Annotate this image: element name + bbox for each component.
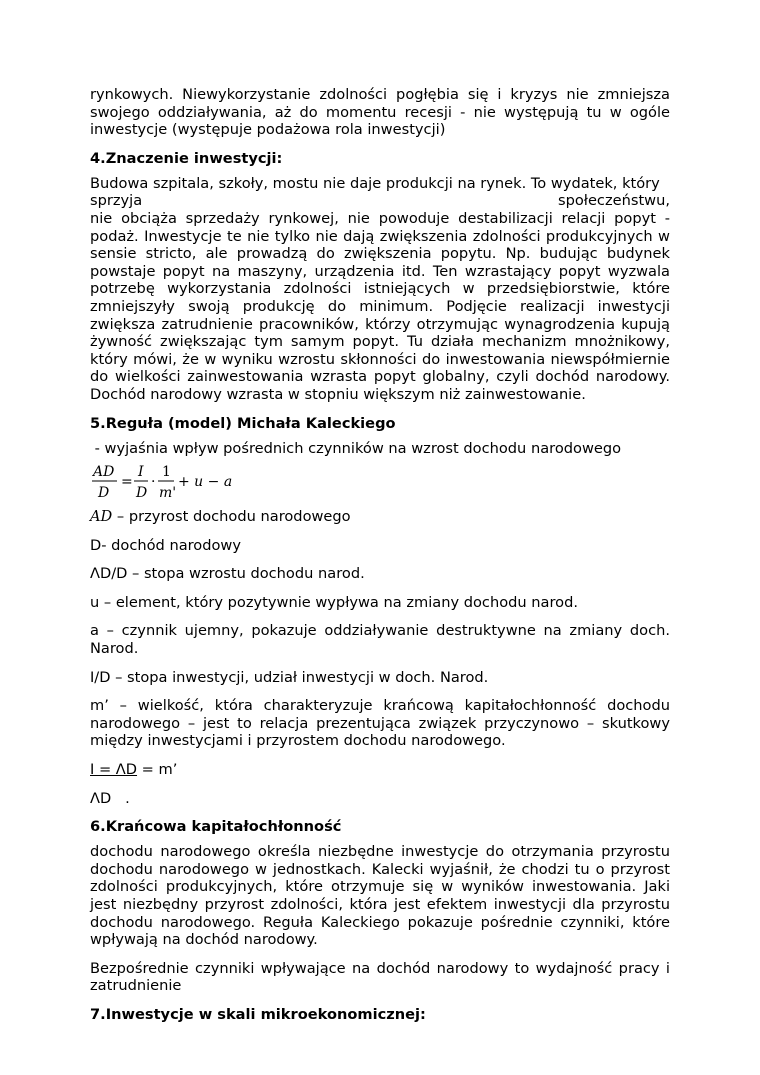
ad-symbol: AD: [90, 508, 113, 526]
equation-rhs: = m’: [137, 761, 178, 779]
formula-svg: [90, 460, 250, 502]
equation-lhs: I = ΛD: [90, 761, 138, 779]
section-4-line1: Budowa szpitala, szkoły, mostu nie daje produkcji na rynek. To wydatek, który: [90, 174, 660, 192]
formula-eq: =: [121, 474, 133, 491]
m-definition: m’ – wielkość, która charakteryzuje krańcową kapitałochłonność dochodu narodowego – jest to relacja prezentująca związek przyczynowo – skutkowy między inwestycjami i przyrostem dochodu narodowego.: [90, 697, 670, 750]
equation-line: [90, 761, 670, 779]
document-page: [90, 86, 670, 1031]
section-5-subtitle: - wyjaśnia wpływ pośrednich czynników na wzrost dochodu narodowego: [90, 439, 622, 457]
formula-dot: ·: [151, 474, 156, 491]
kalecki-formula: [90, 460, 670, 502]
section-5-heading: 5.Reguła (model) Michała Kaleckiego: [90, 414, 396, 432]
formula-num1: AD: [93, 464, 115, 481]
section-7-heading: 7.Inwestycje w skali mikroekonomicznej:: [90, 1005, 426, 1023]
section-4-line2-left: sprzyja: [90, 192, 143, 210]
a-definition: a – czynnik ujemny, pokazuje oddziaływanie destruktywne na zmiany doch. Narod.: [90, 622, 670, 658]
section-6-heading: 6.Krańcowa kapitałochłonność: [90, 818, 342, 836]
section-4-body: nie obciąża sprzedaży rynkowej, nie powoduje destabilizacji relacji popyt - podaż. Inwestycje te nie tylko nie dają zwiększenia zdolności produkcyjnych w sensie stricto, ale prowadzą do zwiększenia popytu. Np. budując budynek powstaje popyt na maszyny, urządzenia itd. Ten wzrastający popyt wyzwala potrzebę wykorzystania zdolności istniejących w przedsiębiorstwie, które zmniejszyły swoją produkcję do minimum. Podjęcie realizacji inwestycji zwiększa zatrudnienie pracowników, którzy otrzymując wynagrodzenia kupują żywność zwiększając tym samym popyt. Tu działa mechanizm mnożnikowy, który mówi, że w wyniku wzrostu skłonności do inwestowania niewspółmiernie do wielkości zainwestowania wzrasta popyt globalny, czyli dochód narodowy. Dochód narodowy wzrasta w stopniu większym niż zainwestowanie.: [90, 209, 670, 403]
section-4-line2: [90, 192, 670, 210]
equation-denominator: ΛD .: [90, 789, 130, 807]
ad-definition: [90, 508, 670, 526]
section-6-p2: Bezpośrednie czynniki wpływające na dochód narodowy to wydajność pracy i zatrudnienie: [90, 959, 670, 995]
ad-text: – przyrost dochodu narodowego: [112, 508, 351, 526]
formula-tail: + u − a: [178, 474, 233, 491]
formula-num3: 1: [162, 464, 171, 481]
section-4-heading: 4.Znaczenie inwestycji:: [90, 149, 283, 167]
intro-paragraph: rynkowych. Niewykorzystanie zdolności pogłębia się i kryzys nie zmniejsza swojego oddziaływania, aż do momentu recesji - nie występują tu w ogóle inwestycje (występuje podażowa rola inwestycji): [90, 86, 670, 139]
section-6-p1: dochodu narodowego określa niezbędne inwestycje do otrzymania przyrostu dochodu narodowego w jednostkach. Kalecki wyjaśnił, że chodzi tu o przyrost zdolności produkcyjnych, które otrzymuje się w wyników inwestowania. Jaki jest niezbędny przyrost zdolności, która jest efektem inwestycji dla przyrostu dochodu narodowego. Reguła Kaleckiego pokazuje pośrednie czynniki, które wpływają na dochód narodowy.: [90, 843, 670, 949]
formula-num2: I: [138, 464, 144, 481]
u-definition: u – element, który pozytywnie wypływa na zmiany dochodu narod.: [90, 593, 578, 611]
id-definition: I/D – stopa inwestycji, udział inwestycji w doch. Narod.: [90, 668, 489, 686]
d-definition: D- dochód narodowy: [90, 536, 242, 554]
formula-den2: D: [136, 485, 148, 502]
ratio-definition: ΛD/D – stopa wzrostu dochodu narod.: [90, 565, 365, 583]
section-4-line2-right: społeczeństwu,: [558, 192, 670, 210]
formula-den1: D: [98, 485, 110, 502]
formula-den3: m': [159, 485, 177, 502]
